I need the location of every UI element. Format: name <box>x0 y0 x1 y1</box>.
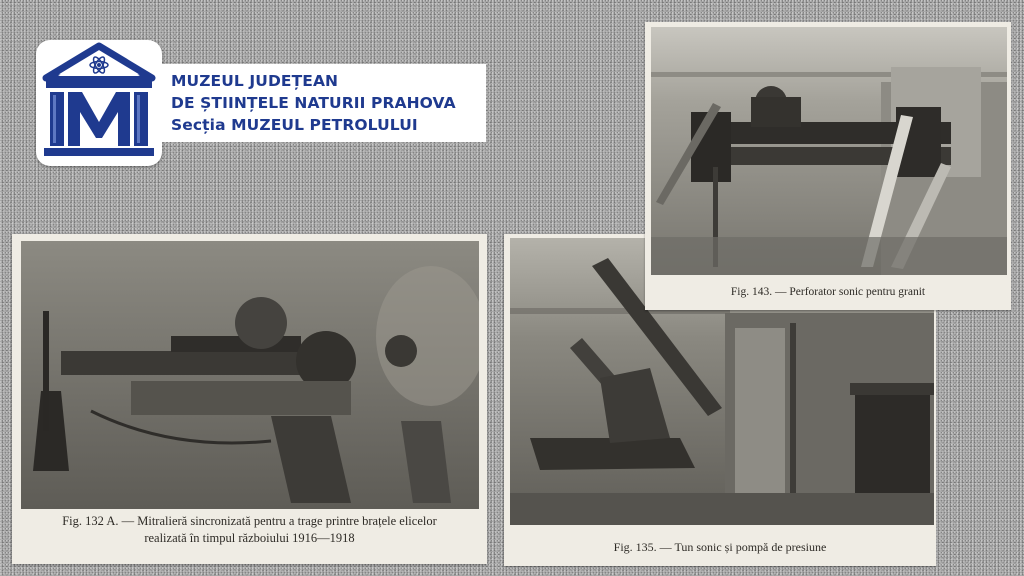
institution-name <box>162 64 486 142</box>
institution-line-1: MUZEUL JUDEȚEAN <box>171 72 339 90</box>
institution-line-2: DE ȘTIINȚELE NATURII PRAHOVA <box>171 94 456 112</box>
caption-line-2: realizată în timpul războiului 1916—1918 <box>144 531 355 545</box>
institution-line-3: Secția MUZEUL PETROLULUI <box>171 116 418 134</box>
figure-caption: Fig. 135. — Tun sonic și pompă de presiune <box>613 540 827 554</box>
sonic-drill-photo <box>651 27 1007 275</box>
figure-caption <box>12 513 487 547</box>
museum-logo <box>36 40 162 166</box>
photo-card-sonic-drill <box>645 22 1011 310</box>
photo-card-machine-gun <box>12 234 487 564</box>
figure-caption: Fig. 143. — Perforator sonic pentru granit <box>730 286 926 298</box>
caption-line-1: Fig. 132 A. — Mitralieră sincronizată pentru a trage printre brațele elicelor <box>62 514 437 528</box>
machine-gun-photo <box>21 241 479 509</box>
museum-pediment-emblem-icon <box>36 40 162 166</box>
